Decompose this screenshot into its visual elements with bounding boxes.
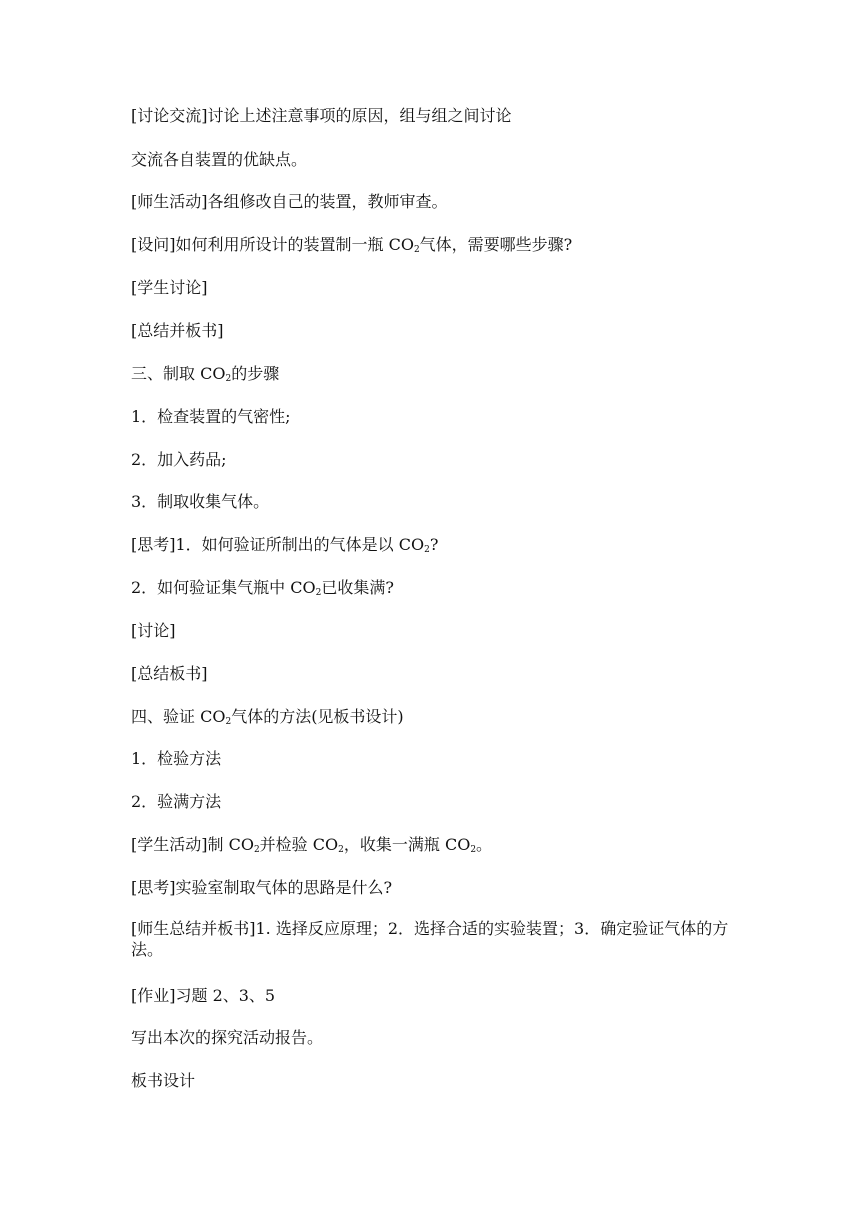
paragraph: [设问]如何利用所设计的装置制一瓶 $CO_2$气体，需要哪些步骤? [131, 235, 573, 255]
paragraph: [总结板书] [131, 664, 208, 683]
list-item: 2．验满方法 [131, 792, 222, 811]
paragraph: [学生活动]制 $CO_2$并检验 $CO_2$，收集一满瓶 $CO_2$。 [131, 835, 493, 855]
paragraph: [思考]实验室制取气体的思路是什么? [131, 878, 393, 897]
paragraph: [总结并板书] [131, 321, 224, 340]
paragraph: [师生活动]各组修改自己的装置，教师审查。 [131, 192, 448, 211]
paragraph: 交流各自装置的优缺点。 [131, 150, 308, 169]
section-heading: 四、验证 $CO_2$气体的方法(见板书设计) [131, 707, 404, 727]
paragraph: [师生总结并板书]1. 选择反应原理；2．选择合适的实验装置；3．确定验证气体的方法。 [131, 919, 729, 959]
paragraph: [思考]1．如何验证所制出的气体是以 $CO_2$? [131, 535, 439, 555]
paragraph: [作业]习题 2、3、5 [131, 986, 276, 1005]
list-item: 1．检查装置的气密性; [131, 407, 291, 426]
paragraph: 写出本次的探究活动报告。 [131, 1028, 324, 1047]
section-heading: 三、制取 $CO_2$的步骤 [131, 364, 280, 384]
list-item: 2．加入药品; [131, 450, 227, 469]
section-heading: 板书设计 [131, 1071, 196, 1090]
list-item: 2．如何验证集气瓶中 $CO_2$已收集满? [131, 578, 394, 598]
list-item: 3．制取收集气体。 [131, 492, 270, 511]
paragraph: [学生讨论] [131, 278, 208, 297]
list-item: 1．检验方法 [131, 749, 222, 768]
paragraph: [讨论] [131, 621, 176, 640]
paragraph: [讨论交流]讨论上述注意事项的原因，组与组之间讨论 [131, 106, 512, 125]
